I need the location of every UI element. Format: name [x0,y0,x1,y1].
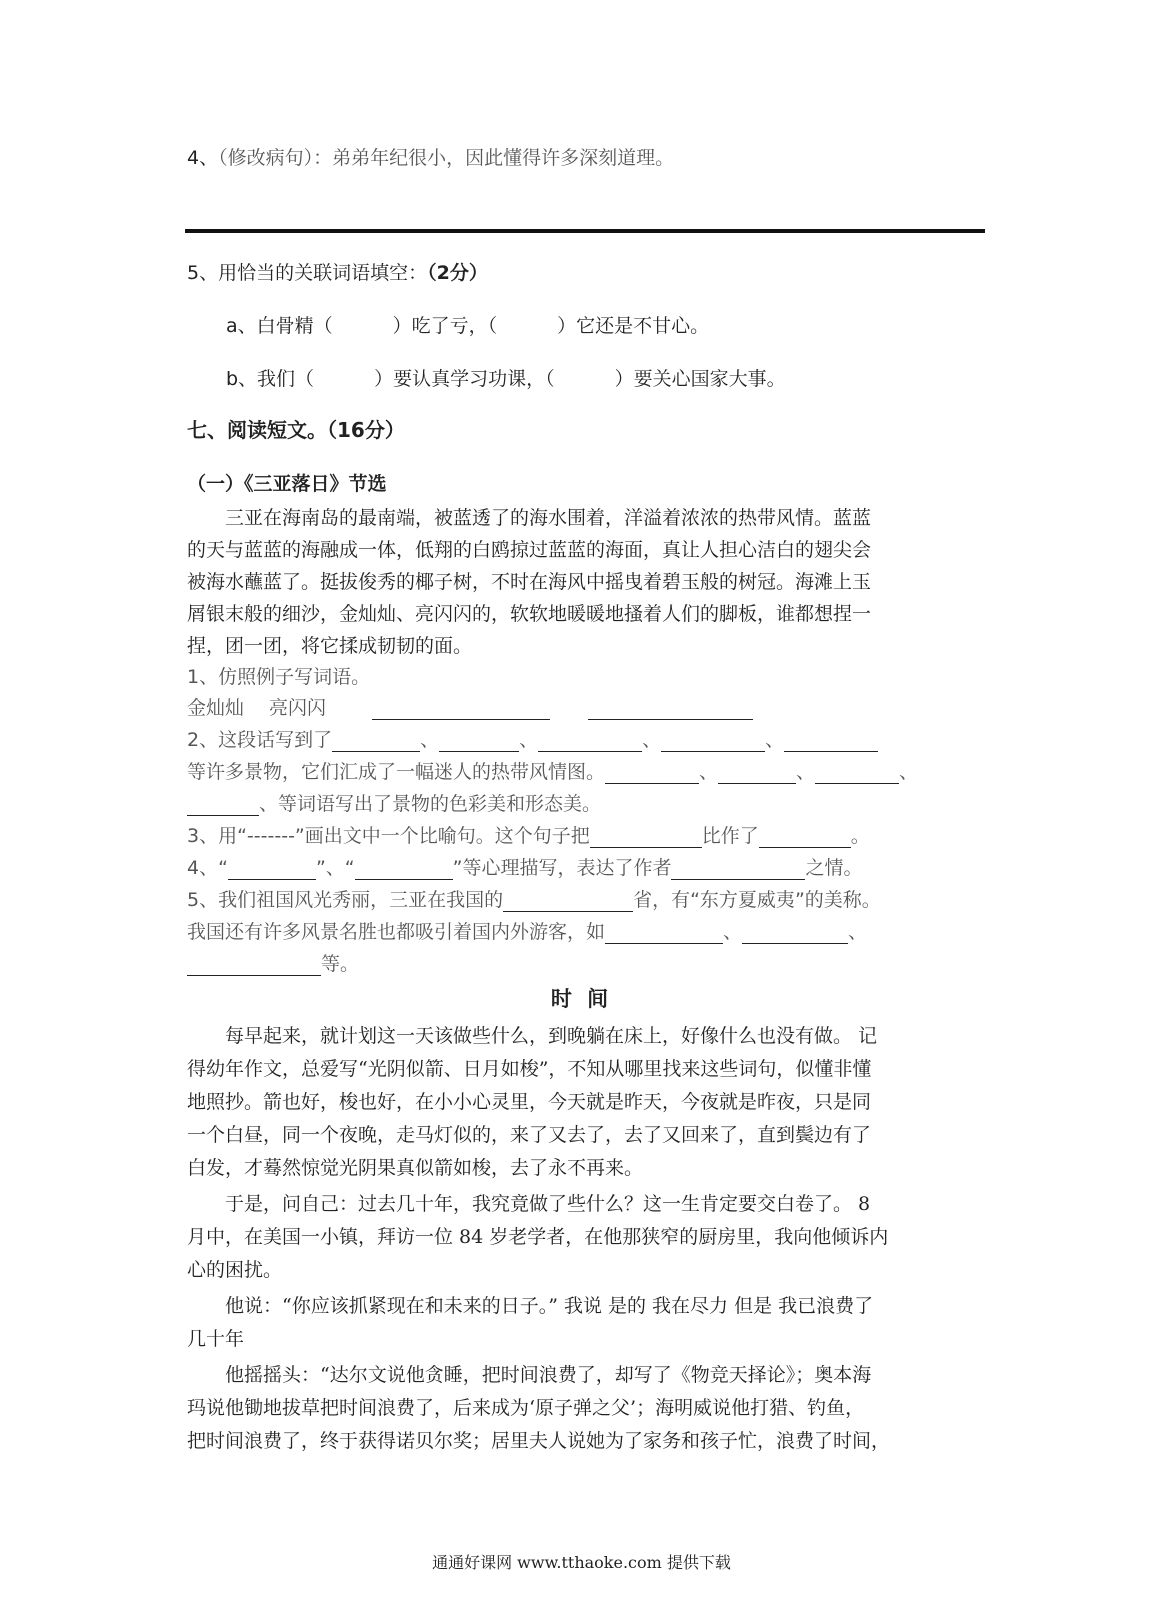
passage2-line-10: 几十年 [187,1328,245,1350]
answer-blank[interactable] [538,733,642,752]
question-2-row-2 [187,760,918,784]
passage2-line-1: 每早起来，就计划这一天该做些什么，到晚躺在床上，好像什么也没有做。 记 [187,1025,878,1047]
answer-blank[interactable] [372,701,550,720]
answer-rule [185,229,985,233]
question-4-text-2: ”、“ [315,857,355,879]
q4-text: 弟弟年纪很小，因此懂得许多深刻道理。 [332,147,675,169]
passage2-line-13: 把时间浪费了，终于获得诺贝尔奖；居里夫人说她为了家务和孩子忙，浪费了时间， [187,1430,891,1452]
question-5-text: 5、我们祖国风光秀丽，三亚在我国的 [187,889,504,911]
q5-item-b [226,367,786,391]
separator: 、 [723,921,743,943]
question-5-row-2 [187,920,867,944]
answer-blank[interactable] [661,733,765,752]
answer-blank[interactable] [605,765,699,784]
question-4 [187,856,863,880]
question-3-text-2: 比作了 [701,825,759,847]
question-1-example: 金灿灿 亮闪闪 [187,697,327,719]
passage1-title: （一）《三亚落日》节选 [187,473,387,495]
passage2-line-3: 地照抄。箭也好，梭也好，在小小心灵里，今天就是昨天，今夜就是昨夜，只是同 [187,1091,872,1113]
question-4-end: 之情。 [805,857,863,879]
passage2-line-11: 他摇摇头：“达尔文说他贪睡，把时间浪费了，却写了《物竞天择论》；奥本海 [187,1364,872,1386]
separator: 、 [796,761,816,783]
passage2-line-2: 得幼年作文，总爱写“光阴似箭、日月如梭”，不知从哪里找来这些词句，似懂非懂 [187,1058,872,1080]
q5-b-part3: ）要关心国家大事。 [614,368,786,390]
q5-a-part2: ）吃了亏，（ [392,315,498,337]
passage2-line-4: 一个白昼，同一个夜晚，走马灯似的，来了又去了，去了又回来了，直到鬓边有了 [187,1124,872,1146]
separator: 、 [848,921,868,943]
q4-line [187,146,674,170]
separator: 、 [519,729,539,751]
answer-blank[interactable] [588,701,753,720]
separator: 、 [765,729,785,751]
answer-blank[interactable] [759,829,851,848]
q4-tag: （修改病句）： [218,147,333,169]
question-5-row-1 [187,888,881,912]
answer-blank[interactable] [503,893,633,912]
question-2-row-1 [187,728,878,752]
question-3-end: 。 [850,825,870,847]
passage1-line-5: 捏，团一团，将它揉成韧韧的面。 [187,635,473,657]
question-4-text-3: ”等心理描写，表达了作者 [452,857,672,879]
passage1-line-3: 被海水蘸蓝了。挺拔俊秀的椰子树，不时在海风中摇曳着碧玉般的树冠。海滩上玉 [187,571,872,593]
answer-blank[interactable] [815,765,899,784]
q5-a-part3: ）它还是不甘心。 [557,315,710,337]
page-footer: 通通好课网 www.tthaoke.com 提供下载 [432,1553,731,1572]
answer-blank[interactable] [605,925,723,944]
answer-blank[interactable] [784,733,878,752]
question-3-text: 3、用“-------”画出文中一个比喻句。这个句子把 [187,825,590,847]
answer-blank[interactable] [187,797,259,816]
question-2-row-3 [187,792,601,816]
answer-blank[interactable] [355,861,453,880]
answer-blank[interactable] [742,925,848,944]
separator: 、 [699,761,719,783]
answer-blank[interactable] [718,765,796,784]
passage2-title: 时 间 [550,986,613,1011]
question-5-end: 等。 [321,953,360,975]
passage2-line-6: 于是，问自己：过去几十年，我究竟做了些什么？这一生肯定要交白卷了。 8 [187,1193,871,1215]
question-4-text: 4、“ [187,857,228,879]
passage2-line-9: 他说：“你应该抓紧现在和未来的日子。” 我说 是的 我在尽力 但是 我已浪费了 [187,1295,874,1317]
answer-blank[interactable] [439,733,519,752]
q5-b-part2: ）要认真学习功课，（ [374,368,555,390]
question-2-text-2: 等许多景物，它们汇成了一幅迷人的热带风情图。 [187,761,606,783]
passage2-line-7: 月中，在美国一小镇，拜访一位 84 岁老学者，在他那狭窄的厨房里，我向他倾诉内 [187,1226,889,1248]
section7-heading: 七、阅读短文。（16分） [187,418,405,442]
q5-a-part1: a、白骨精（ [226,315,333,337]
question-5-text-2: 省，有“东方夏威夷”的美称。 [633,889,881,911]
answer-blank[interactable] [671,861,805,880]
question-5-row-3 [187,952,359,976]
passage1-line-1: 三亚在海南岛的最南端，被蓝透了的海水围着，洋溢着浓浓的热带风情。蓝蓝 [187,507,872,529]
q5-heading [187,261,488,285]
answer-blank[interactable] [228,861,316,880]
separator: 、 [642,729,662,751]
q5-item-a [226,314,709,338]
q5-score: （2分） [427,262,488,284]
q5-heading-text: 5、用恰当的关联词语填空： [187,262,428,284]
passage2-line-5: 白发，才蓦然惊觉光阴果真似箭如梭，去了永不再来。 [187,1157,644,1179]
question-5-text-3: 我国还有许多风景名胜也都吸引着国内外游客，如 [187,921,606,943]
answer-blank[interactable] [332,733,420,752]
answer-blank[interactable] [187,957,321,976]
passage2-line-12: 玛说他锄地拔草把时间浪费了，后来成为‘原子弹之父’；海明威说他打猎、钓鱼， [187,1397,865,1419]
question-1-example-row [187,696,753,720]
passage1-line-4: 屑银末般的细沙，金灿灿、亮闪闪的，软软地暖暖地搔着人们的脚板，谁都想捏一 [187,603,872,625]
answer-blank[interactable] [590,829,702,848]
passage2-line-8: 心的困扰。 [187,1259,283,1281]
passage1-line-2: 的天与蓝蓝的海融成一体，低翔的白鸥掠过蓝蓝的海面，真让人担心洁白的翅尖会 [187,539,872,561]
q5-b-part1: b、我们（ [226,368,315,390]
separator: 、 [899,761,919,783]
question-3 [187,824,870,848]
question-2-text: 2、这段话写到了 [187,729,333,751]
separator: 、 [420,729,440,751]
q4-number: 4、 [187,147,219,169]
question-1: 1、仿照例子写词语。 [187,666,371,688]
question-2-text-3: 、等词语写出了景物的色彩美和形态美。 [259,793,602,815]
